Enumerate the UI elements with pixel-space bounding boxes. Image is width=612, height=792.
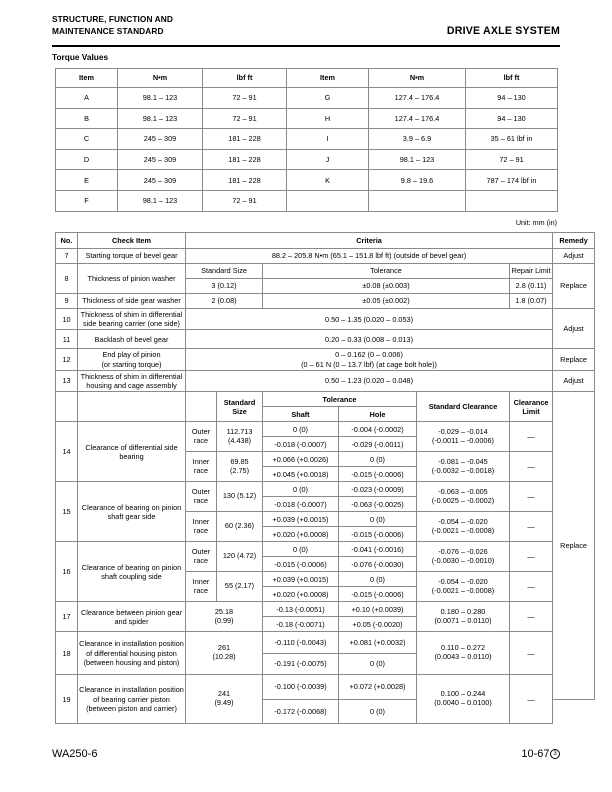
table-row-14-outer <box>56 422 595 437</box>
row-criteria <box>186 349 553 370</box>
tolerance-hole-line2: +0.05 (-0.0020) <box>339 617 417 632</box>
row-item: Thickness of pinion washer <box>78 264 186 294</box>
row-item: Clearance in installation position of differential housing piston (between housing and piston) <box>78 632 186 675</box>
cell: 98.1 – 123 <box>118 190 203 211</box>
cell: 127.4 – 176.4 <box>369 108 466 129</box>
row-standard-size: 2 (0.08) <box>186 294 263 309</box>
row-criteria-line1: 0 – 0.162 (0 – 0.006) <box>335 350 403 360</box>
row-criteria: 88.2 – 205.8 N•m (65.1 – 151.8 lbf ft) (outside of bevel gear) <box>186 249 553 264</box>
section-title: Torque Values <box>52 52 109 62</box>
value-line1: 112.713 <box>226 426 253 436</box>
torque-values-table <box>55 68 557 212</box>
clearance-subheader-row-1 <box>56 392 595 407</box>
row-item <box>78 349 186 370</box>
value-line1: -0.054 – -0.020 <box>438 516 488 526</box>
footer-model: WA250-6 <box>52 748 98 760</box>
value-line1: 0.110 – 0.272 <box>440 643 486 653</box>
row-no: 15 <box>56 482 78 542</box>
cell: 127.4 – 176.4 <box>369 88 466 109</box>
table-row-17 <box>56 602 595 617</box>
row-item: Clearance of bearing on pinion shaft gear side <box>78 482 186 542</box>
col-criteria: Criteria <box>186 233 553 249</box>
standard-clearance <box>417 422 510 452</box>
tolerance-hole-line1: 0 (0) <box>339 572 417 587</box>
tolerance-shaft-line1: +0.039 (+0.0015) <box>263 572 339 587</box>
tolerance-shaft-line2: -0.191 (-0.0075) <box>263 653 339 675</box>
header-left-line1: STRUCTURE, FUNCTION AND <box>52 14 173 24</box>
value-line2: (-0.0011 – -0.0006) <box>432 435 494 445</box>
torque-col-nm-2: N•m <box>369 69 466 88</box>
maintenance-standard-table <box>55 232 588 724</box>
row-criteria: 0.20 – 0.33 (0.008 – 0.013) <box>186 330 553 349</box>
subcol-standard-size: Standard Size <box>186 264 263 279</box>
value-line2: (-0.0021 – -0.0008) <box>431 585 495 595</box>
tolerance-shaft-line2: -0.18 (-0.0071) <box>263 617 339 632</box>
value-line2: (0.0043 – 0.0110) <box>434 652 492 662</box>
race-label: Inner race <box>186 512 217 542</box>
clearance-limit: — <box>510 542 553 572</box>
clearance-limit: — <box>510 422 553 452</box>
row-criteria: 0.50 – 1.23 (0.020 – 0.048) <box>186 370 553 391</box>
tolerance-hole-line1: +0.10 (+0.0039) <box>339 602 417 617</box>
value-line1: 25.18 <box>214 606 234 616</box>
standard-size <box>186 602 263 632</box>
row-no: 14 <box>56 422 78 482</box>
row-no: 12 <box>56 349 78 370</box>
clearance-limit: — <box>510 675 553 724</box>
clearance-limit: — <box>510 512 553 542</box>
row-remedy: Adjust <box>553 309 595 349</box>
value-line2: (-0.0032 – -0.0018) <box>431 465 495 475</box>
value-line2: (10.28) <box>212 652 236 662</box>
cell: 787 – 174 lbf in <box>466 170 558 191</box>
row-no: 8 <box>56 264 78 294</box>
tolerance-shaft-line1: -0.110 (-0.0043) <box>263 632 339 654</box>
page-footer <box>52 748 560 760</box>
clearance-limit: — <box>510 572 553 602</box>
row-item-line1: End play of pinion <box>102 350 161 360</box>
footer-revision-mark: 3 <box>550 749 560 759</box>
row-no: 13 <box>56 370 78 391</box>
tolerance-hole-line2: -0.076 (-0.0030) <box>339 557 417 572</box>
value-line1: -0.063 – -0.005 <box>438 486 488 496</box>
cell <box>466 190 558 211</box>
tolerance-shaft-line1: -0.100 (-0.0039) <box>263 675 339 700</box>
row-item: Clearance in installation position of bearing carrier piston (between piston and carrier) <box>78 675 186 724</box>
table-header-row <box>56 233 595 249</box>
cell: 94 – 130 <box>466 108 558 129</box>
cell: G <box>287 88 369 109</box>
standard-size: 130 (5.12) <box>217 482 263 512</box>
clearance-limit: — <box>510 632 553 675</box>
table-header-row <box>56 69 558 88</box>
standard-clearance <box>417 675 510 724</box>
table-row-10 <box>56 309 595 330</box>
row-no: 11 <box>56 330 78 349</box>
row-no: 10 <box>56 309 78 330</box>
row-item: Clearance of differential side bearing <box>78 422 186 482</box>
col-check-item: Check Item <box>78 233 186 249</box>
table-row <box>56 190 558 211</box>
table-row-12 <box>56 349 595 370</box>
empty-no-header <box>56 392 78 422</box>
race-label: Outer race <box>186 482 217 512</box>
standard-clearance <box>417 482 510 512</box>
cell: I <box>287 129 369 150</box>
row-repair-limit: 2.8 (0.11) <box>510 279 553 294</box>
cell: 245 – 309 <box>118 170 203 191</box>
value-line2: (9.49) <box>214 698 234 708</box>
standard-clearance <box>417 632 510 675</box>
row-remedy: Adjust <box>553 370 595 391</box>
row-item: Clearance between pinion gear and spider <box>78 602 186 632</box>
table-row-11 <box>56 330 595 349</box>
cell: 98.1 – 123 <box>369 149 466 170</box>
cell: 72 – 91 <box>203 190 287 211</box>
clearance-limit: — <box>510 482 553 512</box>
value-line1: -0.029 – -0.014 <box>438 426 488 436</box>
row-no: 18 <box>56 632 78 675</box>
cell: 72 – 91 <box>203 88 287 109</box>
table-row <box>56 88 558 109</box>
subcol-shaft: Shaft <box>263 407 339 422</box>
value-line2: (-0.0030 – -0.0010) <box>431 555 495 565</box>
header-right-title: DRIVE AXLE SYSTEM <box>446 25 560 37</box>
table-row-13 <box>56 370 595 391</box>
row-criteria: 0.50 – 1.35 (0.020 – 0.053) <box>186 309 553 330</box>
row-item: Thickness of side gear washer <box>78 294 186 309</box>
tolerance-shaft-line1: +0.039 (+0.0015) <box>263 512 339 527</box>
torque-col-nm-1: N•m <box>118 69 203 88</box>
row-no: 19 <box>56 675 78 724</box>
race-label: Outer race <box>186 542 217 572</box>
row-no: 7 <box>56 249 78 264</box>
standard-clearance <box>417 542 510 572</box>
row-repair-limit: 1.8 (0.07) <box>510 294 553 309</box>
value-line1: 241 <box>217 689 231 699</box>
value-line2: (2.75) <box>229 465 250 475</box>
tolerance-hole-line2: 0 (0) <box>339 653 417 675</box>
tolerance-hole-line2: 0 (0) <box>339 699 417 724</box>
standard-size <box>186 632 263 675</box>
cell: B <box>56 108 118 129</box>
cell: A <box>56 88 118 109</box>
unit-note: Unit: mm (in) <box>515 218 557 227</box>
race-label: Inner race <box>186 572 217 602</box>
torque-col-item-2: Item <box>287 69 369 88</box>
table-row-19 <box>56 675 595 700</box>
header-divider <box>52 45 560 47</box>
tolerance-shaft-line1: -0.13 (-0.0051) <box>263 602 339 617</box>
cell: H <box>287 108 369 129</box>
row-item: Backlash of bevel gear <box>78 330 186 349</box>
standard-clearance <box>417 602 510 632</box>
table-row <box>56 170 558 191</box>
tolerance-hole-line2: -0.015 (-0.0006) <box>339 527 417 542</box>
torque-col-lbfft-2: lbf ft <box>466 69 558 88</box>
cell: 94 – 130 <box>466 88 558 109</box>
tolerance-shaft-line1: 0 (0) <box>263 422 339 437</box>
value-line2: (-0.0025 – -0.0002) <box>431 495 495 505</box>
standard-size: 60 (2.36) <box>217 512 263 542</box>
table-row-16-outer <box>56 542 595 557</box>
value-line2: (0.0071 – 0.0110) <box>434 615 492 625</box>
cell: 181 – 228 <box>203 129 287 150</box>
row-no: 9 <box>56 294 78 309</box>
row-standard-size: 3 (0.12) <box>186 279 263 294</box>
subcol-standard-clearance: Standard Clearance <box>417 392 510 422</box>
value-line1: 261 <box>217 643 231 653</box>
tolerance-shaft-line2: +0.045 (+0.0018) <box>263 467 339 482</box>
cell <box>287 190 369 211</box>
cell: 181 – 228 <box>203 149 287 170</box>
row-remedy: Replace <box>553 392 595 700</box>
clearance-limit: — <box>510 452 553 482</box>
tolerance-hole-line1: -0.023 (-0.0009) <box>339 482 417 497</box>
race-label: Outer race <box>186 422 217 452</box>
tolerance-shaft-line2: +0.020 (+0.0008) <box>263 587 339 602</box>
value-line2: (4.438) <box>227 435 252 445</box>
tolerance-hole-line1: 0 (0) <box>339 512 417 527</box>
row-remedy: Replace <box>553 264 595 309</box>
subcol-tolerance: Tolerance <box>263 264 510 279</box>
subcol-repair-limit: Repair Limit <box>510 264 553 279</box>
value-line2: (0.99) <box>214 615 234 625</box>
cell <box>369 190 466 211</box>
subcol-tolerance: Tolerance <box>263 392 417 407</box>
tolerance-shaft-line1: 0 (0) <box>263 482 339 497</box>
value-line1: 0.180 – 0.280 <box>440 606 486 616</box>
torque-col-item-1: Item <box>56 69 118 88</box>
cell: 181 – 228 <box>203 170 287 191</box>
cell: 245 – 309 <box>118 149 203 170</box>
table-row <box>56 108 558 129</box>
row-item-line2: (or starting torque) <box>101 359 162 369</box>
table-row <box>56 149 558 170</box>
tolerance-shaft-line2: -0.018 (-0.0007) <box>263 497 339 512</box>
cell: D <box>56 149 118 170</box>
torque-col-lbfft-1: lbf ft <box>203 69 287 88</box>
subcol-clearance-limit: Clearance Limit <box>510 392 553 422</box>
value-line1: -0.054 – -0.020 <box>438 576 488 586</box>
row-item: Clearance of bearing on pinion shaft coupling side <box>78 542 186 602</box>
tolerance-hole-line1: 0 (0) <box>339 452 417 467</box>
row-item: Thickness of shim in differential side bearing carrier (one side) <box>78 309 186 330</box>
col-remedy: Remedy <box>553 233 595 249</box>
cell: 35 – 61 lbf in <box>466 129 558 150</box>
subcol-standard-size: Standard Size <box>217 392 263 422</box>
tolerance-shaft-line1: +0.066 (+0.0026) <box>263 452 339 467</box>
standard-size <box>217 452 263 482</box>
row-tolerance: ±0.05 (±0.002) <box>263 294 510 309</box>
table-row-18 <box>56 632 595 654</box>
row-item: Starting torque of bevel gear <box>78 249 186 264</box>
cell: 3.9 – 6.9 <box>369 129 466 150</box>
value-line1: 0.100 – 0.244 <box>440 689 486 699</box>
value-line1: -0.076 – -0.026 <box>438 546 488 556</box>
standard-clearance <box>417 572 510 602</box>
race-label: Inner race <box>186 452 217 482</box>
footer-page-value: 10-67 <box>521 748 550 760</box>
subcol-hole: Hole <box>339 407 417 422</box>
cell: 72 – 91 <box>203 108 287 129</box>
cell: K <box>287 170 369 191</box>
cell: J <box>287 149 369 170</box>
standard-clearance <box>417 512 510 542</box>
tolerance-hole-line1: +0.072 (+0.0028) <box>339 675 417 700</box>
empty-race-header <box>186 392 217 422</box>
header-left-title <box>52 14 173 37</box>
standard-size <box>186 675 263 724</box>
tolerance-shaft-line2: -0.018 (-0.0007) <box>263 437 339 452</box>
empty-item-header <box>78 392 186 422</box>
tolerance-hole-line2: -0.015 (-0.0006) <box>339 467 417 482</box>
row-remedy: Adjust <box>553 249 595 264</box>
row-remedy: Replace <box>553 349 595 370</box>
tolerance-shaft-line1: 0 (0) <box>263 542 339 557</box>
cell: C <box>56 129 118 150</box>
cell: 245 – 309 <box>118 129 203 150</box>
standard-size: 120 (4.72) <box>217 542 263 572</box>
value-line1: -0.081 – -0.045 <box>438 456 488 466</box>
table-row <box>56 129 558 150</box>
standard-size <box>217 422 263 452</box>
table-row-7 <box>56 249 595 264</box>
row-no: 17 <box>56 602 78 632</box>
table-subheader-row <box>56 264 595 279</box>
tolerance-hole-line1: -0.004 (-0.0002) <box>339 422 417 437</box>
tolerance-hole-line1: -0.041 (-0.0016) <box>339 542 417 557</box>
cell: 98.1 – 123 <box>118 88 203 109</box>
cell: F <box>56 190 118 211</box>
value-line2: (0.0040 – 0.0100) <box>434 698 492 708</box>
page-header <box>52 14 560 37</box>
row-item: Thickness of shim in differential housing and cage assembly <box>78 370 186 391</box>
cell: 72 – 91 <box>466 149 558 170</box>
col-no: No. <box>56 233 78 249</box>
clearance-limit: — <box>510 602 553 632</box>
row-tolerance: ±0.08 (±0.003) <box>263 279 510 294</box>
tolerance-hole-line2: -0.029 (-0.0011) <box>339 437 417 452</box>
tolerance-shaft-line2: -0.172 (-0.0068) <box>263 699 339 724</box>
tolerance-hole-line1: +0.081 (+0.0032) <box>339 632 417 654</box>
cell: 98.1 – 123 <box>118 108 203 129</box>
value-line1: 69.85 <box>230 456 249 466</box>
tolerance-hole-line2: -0.063 (-0.0025) <box>339 497 417 512</box>
standard-clearance <box>417 452 510 482</box>
table-row-9 <box>56 294 595 309</box>
tolerance-shaft-line2: -0.015 (-0.0006) <box>263 557 339 572</box>
row-criteria-line2: (0 – 61 N (0 – 13.7 lbf) (at cage bolt hole)) <box>301 359 437 369</box>
standard-size: 55 (2.17) <box>217 572 263 602</box>
row-no: 16 <box>56 542 78 602</box>
value-line2: (-0.0021 – -0.0008) <box>431 525 495 535</box>
tolerance-hole-line2: -0.015 (-0.0006) <box>339 587 417 602</box>
table-row-15-outer <box>56 482 595 497</box>
tolerance-shaft-line2: +0.020 (+0.0008) <box>263 527 339 542</box>
header-left-line2: MAINTENANCE STANDARD <box>52 25 164 36</box>
footer-page-number <box>521 748 560 760</box>
cell: E <box>56 170 118 191</box>
cell: 9.8 – 19.6 <box>369 170 466 191</box>
